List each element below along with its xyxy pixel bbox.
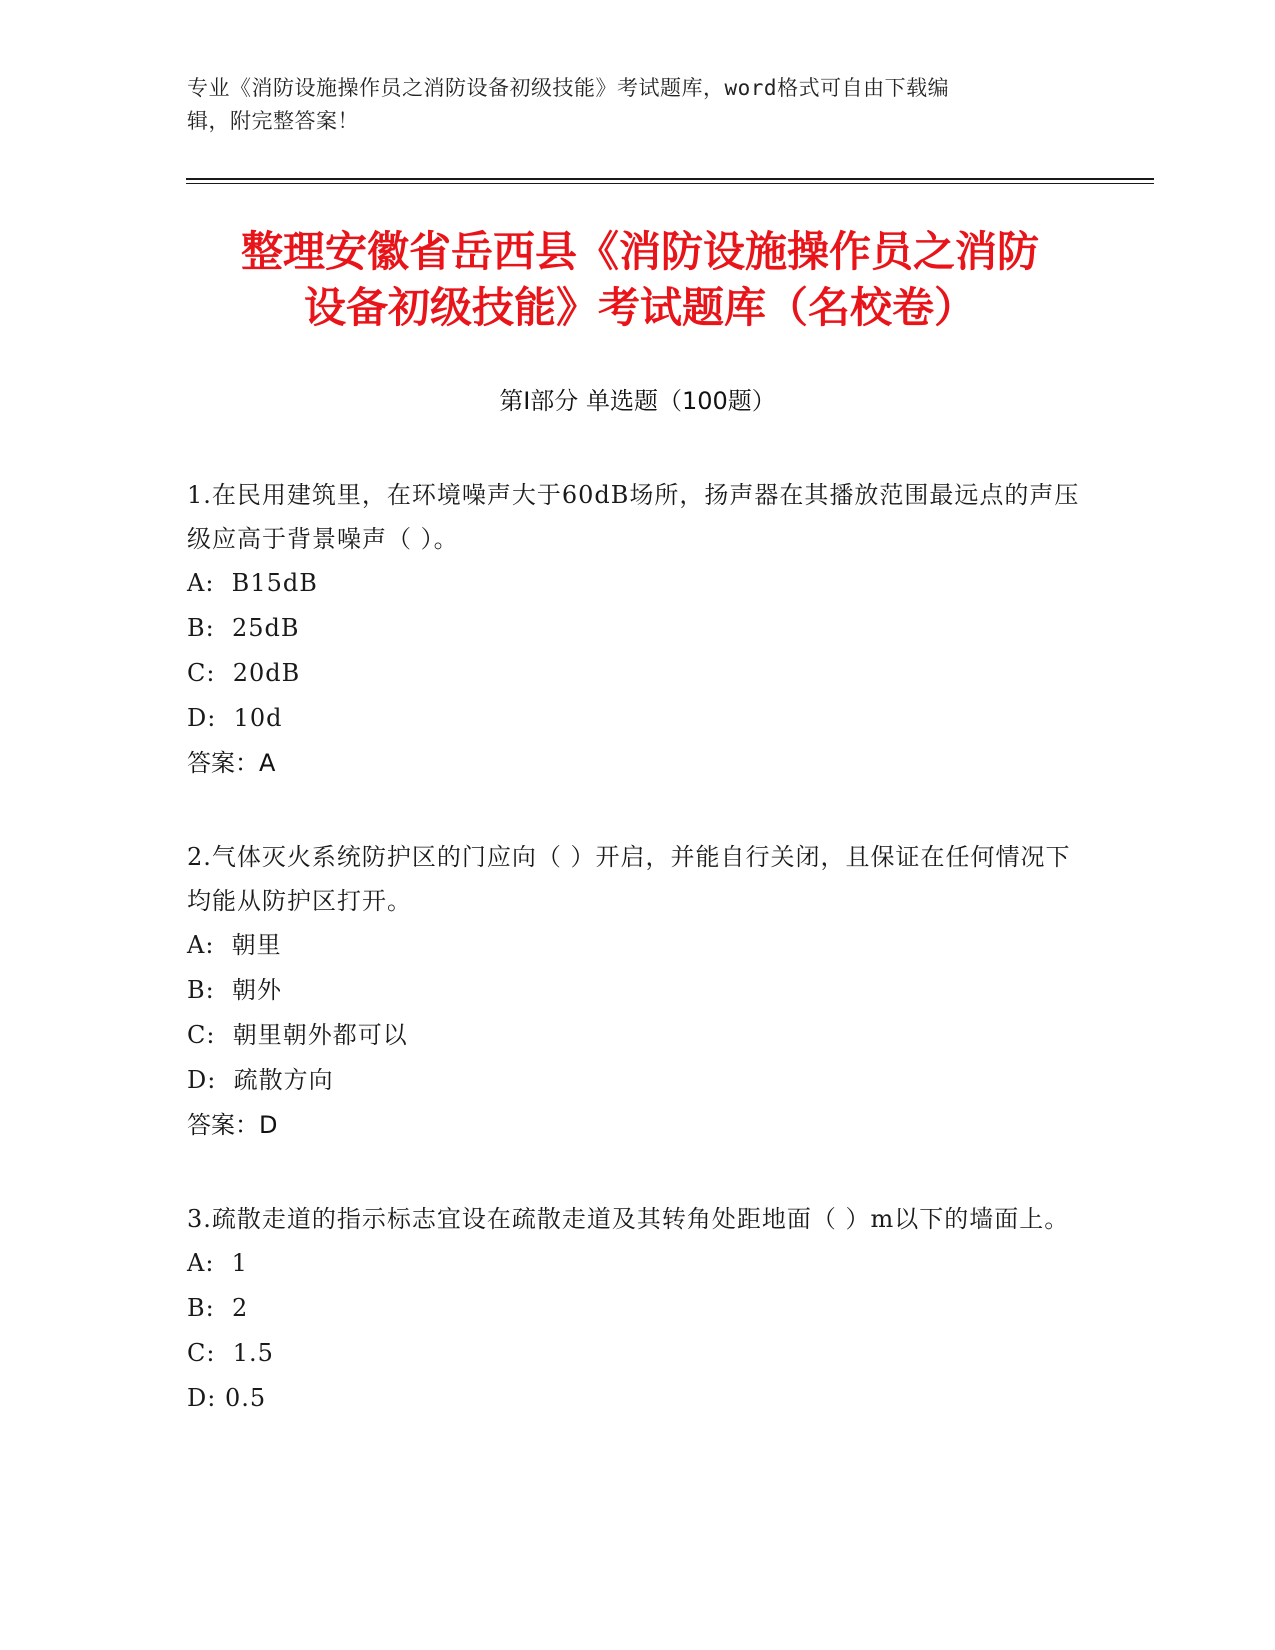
document-title-line-1: 整理安徽省岳西县《消防设施操作员之消防	[240, 227, 1039, 276]
option-a: A: 朝里	[187, 931, 282, 959]
option-a: A: B15dB	[187, 569, 318, 597]
header-note	[187, 72, 1067, 138]
option-c: C: 1.5	[187, 1339, 274, 1367]
question-3	[187, 1197, 1087, 1421]
answer-line: 答案：A	[187, 749, 276, 777]
option-b: B: 2	[187, 1294, 249, 1322]
header-rule-thin	[186, 183, 1154, 184]
question-2	[187, 835, 1087, 1148]
answer-line: 答案：D	[187, 1111, 278, 1139]
option-b: B: 朝外	[187, 976, 282, 1004]
document-title-line-2: 设备初级技能》考试题库（名校卷）	[303, 283, 976, 332]
header-rule-thick	[186, 178, 1154, 180]
header-note-line-2: 辑，附完整答案！	[187, 109, 359, 133]
option-c: C: 朝里朝外都可以	[187, 1021, 408, 1049]
option-c: C: 20dB	[187, 659, 301, 687]
question-stem: 2.气体灭火系统防护区的门应向（ ）开启，并能自行关闭，且保证在任何情况下均能从防护区打开。	[187, 843, 1071, 915]
option-d: D: 10d	[187, 704, 283, 732]
question-stem: 3.疏散走道的指示标志宜设在疏散走道及其转角处距地面（ ）m以下的墙面上。	[187, 1205, 1070, 1233]
document-title	[150, 224, 1130, 336]
header-note-line-1: 专业《消防设施操作员之消防设备初级技能》考试题库，word格式可自由下载编	[187, 76, 950, 100]
section-heading: 第Ⅰ部分 单选题（100题）	[499, 387, 776, 415]
option-d: D: 0.5	[187, 1384, 267, 1412]
question-1	[187, 473, 1087, 786]
option-a: A: 1	[187, 1249, 248, 1277]
option-b: B: 25dB	[187, 614, 300, 642]
question-stem: 1.在民用建筑里，在环境噪声大于60dB场所，扬声器在其播放范围最远点的声压级应高于背景噪声（ ）。	[187, 481, 1080, 553]
option-d: D: 疏散方向	[187, 1066, 334, 1094]
